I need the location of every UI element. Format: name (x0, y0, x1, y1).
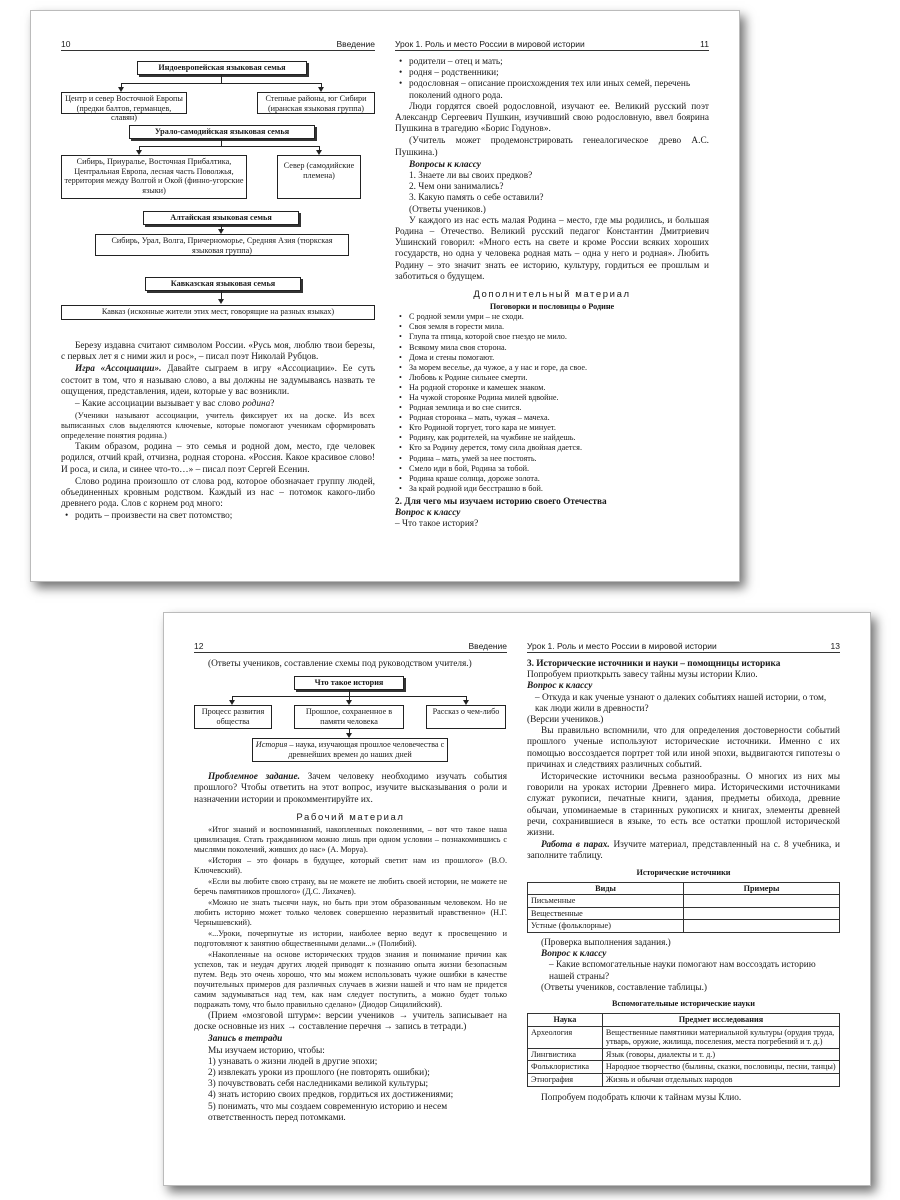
table-row (528, 895, 840, 908)
question-item: 3. Какую память о себе оставили? (409, 193, 544, 204)
table-title: Исторические источники (636, 867, 731, 877)
page-number: 13 (830, 641, 840, 651)
running-head (527, 641, 840, 653)
bullet-list (61, 511, 375, 522)
scheme-header-history: Что такое история (294, 676, 404, 690)
paragraph: Люди гордятся своей родословной, изучают ее. Великий русский поэт Александр Сергеевич Пушкин, изучивший свою родословную, ввел боярина Пушкина в трагедию «Борис Годунов». (395, 101, 709, 135)
running-head (194, 641, 507, 653)
paragraph: Таким образом, родина – это семья и родной дом, место, где человек родился, отчий край, отчизна, родная сторона. «Россия. Какое красивое слово! И роса, и сила, и синее что-то…» – писал поэт Сергей Есенин. (61, 442, 375, 475)
paragraph: (Ответы учеников, составление схемы под руководством учителя.) (208, 659, 472, 669)
proverb: • На родной сторонке и камешек знаком. (409, 383, 709, 393)
bullet-list (395, 57, 709, 102)
proverb: • Смело иди в бой, Родина за тобой. (409, 464, 709, 474)
proverbs-title: Поговорки и пословицы о Родине (489, 302, 615, 312)
proverb: • За край родной иди бесстрашно в бой. (409, 484, 709, 494)
table-row (528, 907, 840, 920)
quote: «Накопленные на основе исторических трудов знания и понимание причин как успехов, так и неудач других людей приводят к познанию опыта жизни безопасным путем. Ведь это очень хорошо, что мы можем использовать чужие ошибки в качестве поучительных примеров для различных случаев в жизни нашей и что нам не придется самим задумываться над тем, как нам следует поступить, а можно будет только подражать тому, что было правильно сделано» (Диодор Сицилийский). (194, 950, 507, 1010)
table-cell: Вещественные (528, 907, 684, 920)
table-cell (684, 920, 840, 933)
proverb: • Глупа та птица, которой свое гнездо не мило. (409, 332, 709, 342)
proverb: • Родина краше солнца, дороже золота. (409, 474, 709, 484)
question-title: Вопрос к классу (395, 508, 461, 519)
question-item: 1. Знаете ли вы своих предков? (409, 171, 533, 182)
table-header: Предмет исследования (602, 1014, 839, 1027)
question: – Что такое история? (395, 519, 479, 530)
game-text: Давайте сыграем в игру «Ассоциации». Ее суть состоит в том, что я называю слово, а вы должны не задумываясь назвать те ощущения, представления, идеи, которые у вас возникли. (61, 364, 375, 397)
quote: «Итог знаний и воспоминаний, накопленных поколениями, – вот что такое наша цивилизация. Стать гражданином можно лишь при одном условии – познакомившись с мыслями поколений, живших до нас» (А. Моруа). (194, 825, 507, 855)
proverb: • Всякому мила своя сторона. (409, 343, 709, 353)
problem-title: Проблемное задание. (208, 772, 300, 783)
definition-text: – наука, изучающая прошлое человечества с древнейших времен до наших дней (287, 740, 445, 759)
teacher-note: (Ученики называют ассоциации, учитель фиксирует их на доске. Из всех выписанных слов выделяются ключевые, которые помогают ученикам сформировать определение понятия родина.) (61, 411, 375, 441)
question (61, 399, 375, 410)
proverb: • За морем веселье, да чужое, а у нас и горе, да свое. (409, 363, 709, 373)
proverb: • Родная землица и во сне снится. (409, 403, 709, 413)
notes-item: 1) узнавать о жизни людей в другие эпохи; (208, 1056, 378, 1067)
paragraph (61, 364, 375, 398)
scheme-meaning-box: Рассказ о чем-либо (426, 705, 506, 729)
pair-work-text: Изучите материал, представленный на с. 8 учебника, и заполните таблицу. (527, 840, 840, 862)
notes-item: 3) почувствовать себя наследниками великой культуры; (208, 1079, 429, 1090)
proverb: • Родина – мать, умей за нее постоять. (409, 454, 709, 464)
scheme-header-caucasus: Кавказская языковая семья (145, 277, 301, 291)
quote: «Если вы любите свою страну, вы не можете не любить своей истории, не можете не беречь памятников прошлого» (Д.С. Лихачев). (194, 877, 507, 897)
table-cell: Лингвистика (528, 1048, 603, 1061)
scheme-header-ural: Урало-самодийская языковая семья (129, 125, 315, 139)
proverbs-list (395, 312, 709, 494)
paragraph: Березу издавна считают символом России. «Русь моя, люблю твои березы, с первых лет я с ними жил и рос», – писал поэт Николай Рубцов. (61, 341, 375, 363)
paragraph: Вы правильно вспомнили, что для определения достоверности событий прошлого ученые используют исторические источники. Именно с их помощью воссоздается портрет той или иной эпохи, выдвигаются гипотезы о причинах и следствиях различных событий. (527, 726, 840, 770)
paragraph: (Учитель может продемонстрировать генеалогическое древо А.С. Пушкина.) (395, 136, 709, 158)
proverb: • На чужой сторонке Родина милей вдвойне. (409, 393, 709, 403)
proverb: • Родину, как родителей, на чужбине не найдешь. (409, 433, 709, 443)
scheme-meaning-box: Процесс развития общества (194, 705, 272, 729)
proverb: • Кто за Родину дерется, тому сила двойная дается. (409, 443, 709, 453)
table-cell: Народное творчество (былины, сказки, пословицы, песни, танцы) (602, 1061, 839, 1074)
table-header-row (528, 1014, 840, 1027)
quote: «Можно не знать тысячи наук, но быть при этом образованным человеком. Но не любить историю может только человек совершенно неразвитый нравственно» (Н.Г. Чернышевский). (194, 898, 507, 928)
scheme-region-box: Центр и север Восточной Европы (предки балтов, германцев, славян) (61, 92, 187, 114)
table-header: Примеры (684, 882, 840, 895)
notes-item: 4) знать историю своих предков, гордиться их достижениями; (208, 1090, 454, 1101)
scheme-header-altai: Алтайская языковая семья (143, 211, 299, 225)
book-spread-top (30, 10, 740, 582)
proverb: • Дома и стены помогают. (409, 353, 709, 363)
table-row (528, 1026, 840, 1048)
table-cell: Язык (говоры, диалекты и т. д.) (602, 1048, 839, 1061)
table-row (528, 920, 840, 933)
table-title: Вспомогательные исторические науки (612, 999, 755, 1009)
question: – Какие вспомогательные науки помогают нам воссоздать историю нашей страны? (549, 960, 816, 982)
proverb: • Любовь к Родине сильнее смерти. (409, 373, 709, 383)
scheme-region-box: Сибирь, Приуралье, Восточная Прибалтика, Центральная Европа, лесная часть Поволжья, территория между Волгой и Окой (финно-угорские языки) (61, 155, 247, 199)
book-spread-bottom (163, 612, 871, 1186)
page-10 (31, 11, 385, 581)
question: – Откуда и как ученые узнают о далеких событиях нашей истории, о том, как люди жили в древности? (535, 692, 827, 714)
table-cell (684, 895, 840, 908)
scheme-header-indo-european: Индоевропейская языковая семья (137, 61, 307, 75)
page-number: 12 (194, 641, 204, 651)
definition-term: История (255, 740, 288, 750)
running-head (395, 39, 709, 51)
proverb: • С родной земли умри – не сходи. (409, 312, 709, 322)
section-heading: 3. Исторические источники и науки – помощницы историка (527, 659, 781, 669)
paragraph: У каждого из нас есть малая Родина – место, где мы родились, и большая Родина – Отечество. Великий русский педагог Константин Дмитриевич Ушинский говорил: «Много есть на свете и кроме России всяких хороших государств, но одна у человека родная мать – одна у него и родная». Любить Родину – это значит знать ее историю, культуру, гордиться ее прошлым и заботиться о будущем. (395, 215, 709, 282)
pair-work-title: Работа в парах. (541, 840, 610, 851)
paragraph (194, 772, 507, 806)
notes-item: 2) извлекать уроки из прошлого (не повторять ошибки); (208, 1068, 430, 1079)
table-cell: Этнография (528, 1074, 603, 1087)
scheme-region-box: Степные районы, юг Сибири (иранская языковая группа) (257, 92, 375, 114)
page-11-text (395, 57, 709, 531)
list-item: • родословная – описание происхождения тех или иных семей, перечень поколений одного рода. (409, 79, 709, 101)
work-material-title: Рабочий материал (296, 811, 405, 823)
section-heading: 2. Для чего мы изучаем историю своего Отечества (395, 496, 607, 507)
sciences-table (527, 1013, 840, 1087)
paragraph: Попробуем приоткрыть завесу тайны музы истории Клио. (527, 670, 758, 681)
table-row (528, 1061, 840, 1074)
table-cell: Археология (528, 1026, 603, 1048)
paragraph: Слово родина произошло от слова род, которое обозначает группу людей, объединенных кровным родством. Каждый из нас – потомок какого-либо древнего рода. Слов с корнем род много: (61, 476, 375, 510)
check-note: (Проверка выполнения задания.) (541, 938, 671, 949)
section-title: Урок 1. Роль и место России в мировой истории (395, 39, 585, 49)
table-cell: Вещественные памятники материальной культуры (орудия труда, утварь, оружие, жилища, поселения, места погребений и т. д.) (602, 1026, 839, 1048)
proverb: • Кто Родиной торгует, того кара не минует. (409, 423, 709, 433)
list-item: • родители – отец и мать; (409, 57, 709, 68)
list-item: • родить – произвести на свет потомство; (75, 511, 375, 522)
question-item: (Ответы учеников.) (409, 204, 486, 215)
table-cell: Фольклористика (528, 1061, 603, 1074)
notes-intro: Мы изучаем историю, чтобы: (208, 1045, 325, 1056)
quote: «...Уроки, почерпнутые из истории, наиболее верно ведут к просвещению и подготовляют к занятию общественными делами...» (Полибий). (194, 929, 507, 949)
paragraph: (Прием «мозговой штурм»: версии учеников → учитель записывает на доске основные из них → составление перечня → запись в тетради.) (194, 1011, 507, 1033)
scheme-meaning-box: Прошлое, сохраненное в памяти человека (294, 705, 404, 729)
page-12-text (194, 659, 507, 1124)
question-title: Вопрос к классу (527, 681, 593, 692)
notes-item: 5) понимать, что мы создаем современную историю и несем ответственность перед потомками. (208, 1101, 448, 1123)
language-families-scheme (61, 59, 375, 335)
question-title: Вопрос к классу (541, 949, 607, 960)
quote: «История – это фонарь в будущее, который светит нам из прошлого» (В.О. Ключевский). (194, 856, 507, 876)
page-number: 10 (61, 39, 71, 49)
table-cell: Жизнь и обычаи отдельных народов (602, 1074, 839, 1087)
proverb: • Своя земля в горести мила. (409, 322, 709, 332)
history-scheme (194, 674, 507, 766)
page-number: 11 (700, 39, 709, 49)
page-10-text (61, 341, 375, 523)
scheme-region-box: Кавказ (исконные жители этих мест, говорящие на разных языках) (61, 305, 375, 320)
questions-title: Вопросы к классу (409, 159, 481, 170)
table-cell (684, 907, 840, 920)
problem-text: Зачем человеку необходимо изучать события прошлого? Чтобы ответить на этот вопрос, изучите высказывания о роли и назначении истории и прокомментируйте их. (194, 772, 507, 805)
answer-note: (Версии учеников.) (527, 715, 604, 726)
list-item: • родня – родственники; (409, 68, 709, 79)
notes-title: Запись в тетради (208, 1034, 283, 1045)
paragraph: Попробуем подобрать ключи к тайнам музы Клио. (541, 1092, 742, 1103)
scheme-definition-box (252, 738, 448, 762)
table-row (528, 1048, 840, 1061)
scheme-region-box: Север (самодийские племена) (277, 155, 361, 199)
game-title: Игра «Ассоциации». (75, 364, 162, 375)
question-item: 2. Чем они занимались? (409, 182, 504, 193)
running-head (61, 39, 375, 51)
question-word: родина (242, 399, 271, 410)
table-header: Наука (528, 1014, 603, 1027)
paragraph: Исторические источники весьма разнообразны. О многих из них мы говорили на уроках истории Древнего мира. Историческими источниками служат рукописи, печатные книги, здания, предметы обихода, древние обычаи, упоминаемые в старинных рукописях и книгах, элементы древней речи, сохранившиеся в языке, то есть все остатки прошлой исторической жизни. (527, 772, 840, 839)
extra-material-title: Дополнительный материал (473, 289, 631, 301)
page-13 (517, 613, 870, 1185)
proverb: • Родная сторонка – мать, чужая – мачеха. (409, 413, 709, 423)
page-11 (385, 11, 739, 581)
page-13-text (527, 659, 840, 1105)
page-12 (164, 613, 517, 1185)
table-header: Виды (528, 882, 684, 895)
table-header-row (528, 882, 840, 895)
answer-note: (Ответы учеников, составление таблицы.) (541, 982, 708, 993)
section-title: Введение (468, 641, 507, 651)
question-text: – Какие ассоциации вызывает у вас слово (75, 399, 243, 410)
paragraph (527, 840, 840, 862)
sources-table (527, 882, 840, 933)
section-title: Урок 1. Роль и место России в мировой истории (527, 641, 717, 651)
section-title: Введение (336, 39, 375, 49)
table-cell: Письменные (528, 895, 684, 908)
table-row (528, 1074, 840, 1087)
scheme-region-box: Сибирь, Урал, Волга, Причерноморье, Средняя Азия (тюркская языковая группа) (95, 234, 349, 256)
table-cell: Устные (фольклорные) (528, 920, 684, 933)
question-end: ? (270, 399, 275, 410)
